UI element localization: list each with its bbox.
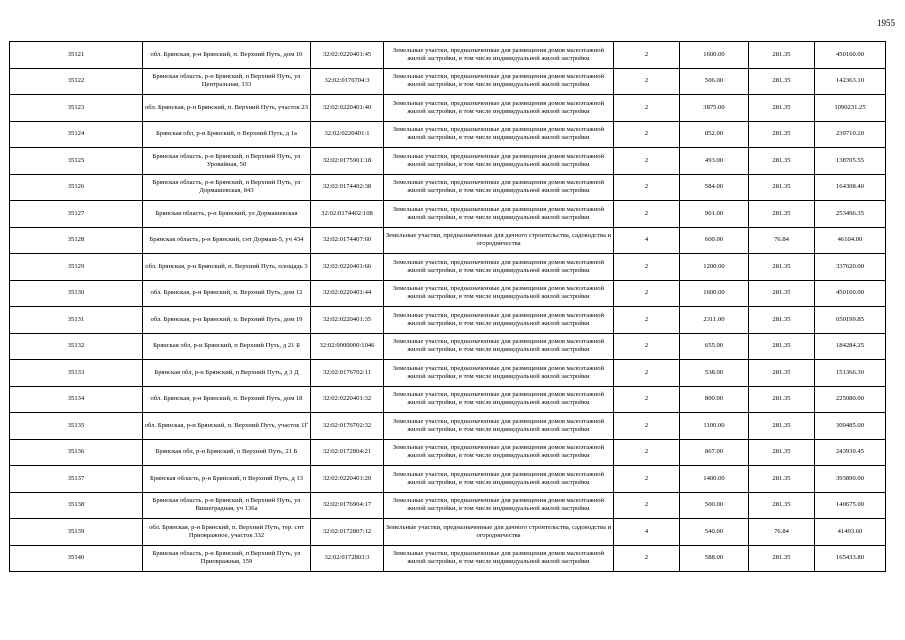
row-area: 1200.00: [680, 254, 749, 281]
row-land-usage: Земельные участки, предназначенные для размещения домов малоэтажной жилой застройки, в том числе индивидуальной жилой застройки: [384, 333, 614, 360]
row-land-usage: Земельные участки, предназначенные для размещения домов малоэтажной жилой застройки, в том числе индивидуальной жилой застройки: [384, 492, 614, 519]
row-cadastral-number: 32:02:0174402:108: [311, 201, 384, 228]
row-rate: 281.35: [749, 545, 815, 572]
row-cadastral-number: 32:02:0174407:60: [311, 227, 384, 254]
table-row: [10, 95, 886, 122]
row-group: 2: [614, 386, 680, 413]
row-address: обл. Брянская, р-н Брянский, п. Верхний Путь, дом 18: [143, 386, 311, 413]
row-group: 2: [614, 413, 680, 440]
row-rate: 281.35: [749, 148, 815, 175]
row-land-usage: Земельные участки, предназначенные для размещения домов малоэтажной жилой застройки, в том числе индивидуальной жилой застройки: [384, 121, 614, 148]
row-group: 2: [614, 280, 680, 307]
land-registry-table: [9, 41, 886, 572]
row-land-usage: Земельные участки, предназначенные для размещения домов малоэтажной жилой застройки, в том числе индивидуальной жилой застройки: [384, 280, 614, 307]
row-area: 3875.00: [680, 95, 749, 122]
row-area: 2311.00: [680, 307, 749, 334]
table-row: [10, 121, 886, 148]
row-cadastral-number: 32:02:0220401:44: [311, 280, 384, 307]
row-id: 35122: [10, 68, 143, 95]
row-area: 540.00: [680, 519, 749, 546]
table-row: [10, 42, 886, 69]
row-address: обл. Брянская, р-н Брянский, п. Верхний Путь, дом 12: [143, 280, 311, 307]
row-group: 2: [614, 360, 680, 387]
row-value: 184284.25: [815, 333, 886, 360]
row-rate: 281.35: [749, 413, 815, 440]
row-value: 46104.00: [815, 227, 886, 254]
row-value: 337620.00: [815, 254, 886, 281]
row-id: 35140: [10, 545, 143, 572]
row-group: 2: [614, 492, 680, 519]
row-value: 243930.45: [815, 439, 886, 466]
row-group: 2: [614, 121, 680, 148]
row-cadastral-number: 32:02:0220401:1: [311, 121, 384, 148]
row-rate: 281.35: [749, 68, 815, 95]
row-group: 2: [614, 333, 680, 360]
row-cadastral-number: 32:02:0176904:17: [311, 492, 384, 519]
row-value: 164308.40: [815, 174, 886, 201]
row-value: 138705.55: [815, 148, 886, 175]
row-cadastral-number: 32:02:0175901:18: [311, 148, 384, 175]
row-id: 35123: [10, 95, 143, 122]
row-address: Брянская область, р-н Брянский, п Верхний Путь, ул Вишеградная, уч 136а: [143, 492, 311, 519]
row-rate: 76.84: [749, 519, 815, 546]
row-rate: 281.35: [749, 386, 815, 413]
row-area: 1600.00: [680, 280, 749, 307]
row-area: 1600.00: [680, 42, 749, 69]
row-id: 35129: [10, 254, 143, 281]
row-area: 867.00: [680, 439, 749, 466]
row-address: Брянская область, р-н Брянский, п Верхний Путь, ул Приовражная, 159: [143, 545, 311, 572]
row-address: обл. Брянская, р-н Брянский, п. Верхний Путь, тер. снт Приовражное, участок 332: [143, 519, 311, 546]
row-value: 151366.30: [815, 360, 886, 387]
row-area: 1400.00: [680, 466, 749, 493]
row-rate: 281.35: [749, 360, 815, 387]
row-value: 309485.00: [815, 413, 886, 440]
row-group: 2: [614, 174, 680, 201]
row-value: 450160.00: [815, 42, 886, 69]
row-group: 4: [614, 227, 680, 254]
row-cadastral-number: 32:02:0220401:45: [311, 42, 384, 69]
row-land-usage: Земельные участки, предназначенные для размещения домов малоэтажной жилой застройки, в том числе индивидуальной жилой застройки: [384, 148, 614, 175]
row-group: 2: [614, 466, 680, 493]
row-address: обл. Брянская, р-н Брянский, п. Верхний Путь, дом 19: [143, 307, 311, 334]
row-rate: 281.35: [749, 307, 815, 334]
table-row: [10, 545, 886, 572]
row-id: 35130: [10, 280, 143, 307]
row-cadastral-number: 32:02:0220401:40: [311, 95, 384, 122]
row-area: 655.00: [680, 333, 749, 360]
row-group: 2: [614, 95, 680, 122]
table-row: [10, 174, 886, 201]
row-id: 35127: [10, 201, 143, 228]
row-address: Брянская область, р-н Брянский, п Верхний Путь, ул Уровайная, 50: [143, 148, 311, 175]
row-area: 538.00: [680, 360, 749, 387]
row-group: 2: [614, 201, 680, 228]
row-area: 588.00: [680, 545, 749, 572]
row-land-usage: Земельные участки, предназначенные для размещения домов малоэтажной жилой застройки, в том числе индивидуальной жилой застройки: [384, 174, 614, 201]
row-group: 2: [614, 254, 680, 281]
table-row: [10, 254, 886, 281]
row-rate: 281.35: [749, 201, 815, 228]
row-area: 852.00: [680, 121, 749, 148]
row-rate: 281.35: [749, 280, 815, 307]
table-row: [10, 386, 886, 413]
row-cadastral-number: 32:02:0172804:21: [311, 439, 384, 466]
row-rate: 281.35: [749, 333, 815, 360]
row-cadastral-number: 32:02:0172803:3: [311, 545, 384, 572]
row-cadastral-number: 32:02:0174402:38: [311, 174, 384, 201]
table-row: [10, 413, 886, 440]
row-address: Брянская обл, р-н Брянский, п Верхний Путь, 21 Б: [143, 439, 311, 466]
row-land-usage: Земельные участки, предназначенные для размещения домов малоэтажной жилой застройки, в том числе индивидуальной жилой застройки: [384, 413, 614, 440]
row-id: 35126: [10, 174, 143, 201]
row-rate: 281.35: [749, 95, 815, 122]
row-address: Брянская обл, р-н Брянский, п Верхний Путь, д 1а: [143, 121, 311, 148]
table-row: [10, 148, 886, 175]
table-row: [10, 227, 886, 254]
row-group: 2: [614, 545, 680, 572]
row-cadastral-number: 32:02:0220401:32: [311, 386, 384, 413]
row-address: обл. Брянская, р-н Брянский, п. Верхний Путь, участок 23: [143, 95, 311, 122]
row-address: обл. Брянская, р-н Брянский, п. Верхний Путь, дом 10: [143, 42, 311, 69]
row-land-usage: Земельные участки, предназначенные для дачного строительства, садоводства и огородничества: [384, 227, 614, 254]
row-address: Брянская область, р-н Брянский, п Верхний Путь, ул Центральная, 133: [143, 68, 311, 95]
row-address: Брянская обл, р-н Брянский, п Верхний Путь, д 21 Б: [143, 333, 311, 360]
row-cadastral-number: 32:02:0220401:66: [311, 254, 384, 281]
row-value: 239710.20: [815, 121, 886, 148]
row-group: 2: [614, 68, 680, 95]
row-group: 4: [614, 519, 680, 546]
row-id: 35138: [10, 492, 143, 519]
row-group: 2: [614, 439, 680, 466]
row-value: 253496.35: [815, 201, 886, 228]
row-cadastral-number: 32:02:0000000:1046: [311, 333, 384, 360]
row-cadastral-number: 32:02:0176702:32: [311, 413, 384, 440]
row-area: 584.00: [680, 174, 749, 201]
table-row: [10, 201, 886, 228]
row-address: Брянская область, р-н Брянский, п Верхний Путь, ул Дормашевская, 843: [143, 174, 311, 201]
row-rate: 281.35: [749, 121, 815, 148]
table-row: [10, 68, 886, 95]
row-value: 393890.00: [815, 466, 886, 493]
row-area: 506.00: [680, 68, 749, 95]
table-row: [10, 439, 886, 466]
row-area: 1100.00: [680, 413, 749, 440]
row-cadastral-number: 32:02:0176702:11: [311, 360, 384, 387]
row-id: 35128: [10, 227, 143, 254]
table-row: [10, 307, 886, 334]
row-land-usage: Земельные участки, предназначенные для размещения домов малоэтажной жилой застройки, в том числе индивидуальной жилой застройки: [384, 95, 614, 122]
table-row: [10, 280, 886, 307]
row-rate: 281.35: [749, 254, 815, 281]
row-land-usage: Земельные участки, предназначенные для размещения домов малоэтажной жилой застройки, в том числе индивидуальной жилой застройки: [384, 466, 614, 493]
row-land-usage: Земельные участки, предназначенные для размещения домов малоэтажной жилой застройки, в том числе индивидуальной жилой застройки: [384, 545, 614, 572]
table-row: [10, 519, 886, 546]
row-id: 35125: [10, 148, 143, 175]
row-group: 2: [614, 307, 680, 334]
row-land-usage: Земельные участки, предназначенные для размещения домов малоэтажной жилой застройки, в том числе индивидуальной жилой застройки: [384, 42, 614, 69]
row-address: Брянская область, р-н Брянский, снт Дормаш-5, уч 434: [143, 227, 311, 254]
row-address: Брянская область, р-н Брянский, ул Дормашевская: [143, 201, 311, 228]
row-cadastral-number: 32:02:0172807:12: [311, 519, 384, 546]
row-rate: 281.35: [749, 42, 815, 69]
row-area: 500.00: [680, 492, 749, 519]
table-row: [10, 333, 886, 360]
row-rate: 281.35: [749, 174, 815, 201]
row-area: 600.00: [680, 227, 749, 254]
row-address: обл. Брянская, р-н Брянский, п. Верхний Путь, участок 1Г: [143, 413, 311, 440]
row-group: 2: [614, 148, 680, 175]
row-area: 901.00: [680, 201, 749, 228]
row-id: 35137: [10, 466, 143, 493]
row-group: 2: [614, 42, 680, 69]
row-rate: 281.35: [749, 492, 815, 519]
row-rate: 76.84: [749, 227, 815, 254]
row-value: 1090231.25: [815, 95, 886, 122]
row-land-usage: Земельные участки, предназначенные для размещения домов малоэтажной жилой застройки, в том числе индивидуальной жилой застройки: [384, 386, 614, 413]
row-value: 450160.00: [815, 280, 886, 307]
row-id: 35134: [10, 386, 143, 413]
row-id: 35136: [10, 439, 143, 466]
row-rate: 281.35: [749, 439, 815, 466]
page-number: 1955: [877, 18, 895, 28]
row-area: 800.00: [680, 386, 749, 413]
row-land-usage: Земельные участки, предназначенные для размещения домов малоэтажной жилой застройки, в том числе индивидуальной жилой застройки: [384, 201, 614, 228]
row-id: 35135: [10, 413, 143, 440]
row-land-usage: Земельные участки, предназначенные для размещения домов малоэтажной жилой застройки, в том числе индивидуальной жилой застройки: [384, 254, 614, 281]
row-cadastral-number: 32:02:0176704:3: [311, 68, 384, 95]
row-rate: 281.35: [749, 466, 815, 493]
table-body: [10, 42, 886, 572]
row-id: 35131: [10, 307, 143, 334]
row-land-usage: Земельные участки, предназначенные для размещения домов малоэтажной жилой застройки, в том числе индивидуальной жилой застройки: [384, 68, 614, 95]
row-land-usage: Земельные участки, предназначенные для размещения домов малоэтажной жилой застройки, в том числе индивидуальной жилой застройки: [384, 439, 614, 466]
row-value: 165433.80: [815, 545, 886, 572]
row-value: 41493.60: [815, 519, 886, 546]
row-address: обл. Брянская, р-н Брянский, п. Верхний Путь, площадь 3: [143, 254, 311, 281]
row-land-usage: Земельные участки, предназначенные для размещения домов малоэтажной жилой застройки, в том числе индивидуальной жилой застройки: [384, 307, 614, 334]
row-value: 650199.85: [815, 307, 886, 334]
table-row: [10, 492, 886, 519]
row-cadastral-number: 32:02:0220401:20: [311, 466, 384, 493]
row-cadastral-number: 32:02:0220401:35: [311, 307, 384, 334]
row-land-usage: Земельные участки, предназначенные для размещения домов малоэтажной жилой застройки, в том числе индивидуальной жилой застройки: [384, 360, 614, 387]
row-value: 142363.10: [815, 68, 886, 95]
row-id: 35133: [10, 360, 143, 387]
row-id: 35132: [10, 333, 143, 360]
row-address: Брянская область, р-н Брянский, п Верхний Путь, д 13: [143, 466, 311, 493]
table-row: [10, 360, 886, 387]
row-value: 140675.00: [815, 492, 886, 519]
row-value: 225080.00: [815, 386, 886, 413]
row-id: 35124: [10, 121, 143, 148]
row-area: 493.00: [680, 148, 749, 175]
table-row: [10, 466, 886, 493]
row-id: 35121: [10, 42, 143, 69]
row-address: Брянская обл, р-н Брянский, п Верхний Путь, д 3 Д: [143, 360, 311, 387]
row-land-usage: Земельные участки, предназначенные для дачного строительства, садоводства и огородничества: [384, 519, 614, 546]
row-id: 35139: [10, 519, 143, 546]
